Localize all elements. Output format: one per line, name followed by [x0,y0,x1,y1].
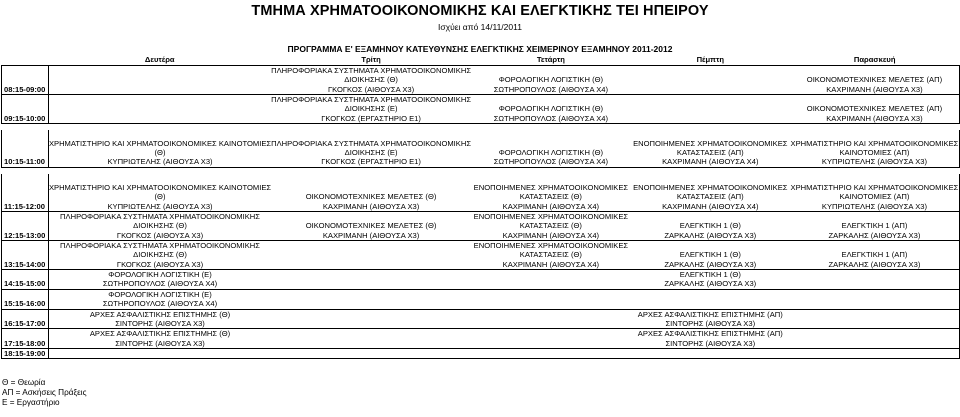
class-cell-line: ΚΥΠΡΙΩΤΕΛΗΣ (ΑΙΘΟΥΣΑ Χ3) [821,157,928,167]
class-cell-line: ΟΙΚΟΝΟΜΟΤΕΧΝΙΚΕΣ ΜΕΛΕΤΕΣ (Θ) [305,221,437,231]
day-header-monday: Δευτέρα [48,55,271,66]
class-cell-tuesday [271,329,471,349]
class-cell-tuesday [271,212,471,241]
class-cell-line: ΚΑΤΑΣΤΑΣΕΙΣ (ΑΠ) [676,147,744,157]
class-cell-tuesday [271,174,471,212]
class-cell-line: ΖΑΡΚΑΛΗΣ (ΑΙΘΟΥΣΑ Χ3) [664,279,757,289]
class-cell-line: ΟΙΚΟΝΟΜΟΤΕΧΝΙΚΕΣ ΜΕΛΕΤΕΣ (Θ) [305,192,437,202]
valid-from-note: Ισχύει από 14/11/2011 [438,22,522,32]
class-cell-line: ΑΡΧΕΣ ΑΣΦΑΛΙΣΤΙΚΗΣ ΕΠΙΣΤΗΜΗΣ (ΑΠ) [637,309,783,319]
class-cell-line: ΖΑΡΚΑΛΗΣ (ΑΙΘΟΥΣΑ Χ3) [664,230,757,240]
class-cell-line: ΓΚΟΓΚΟΣ (ΑΙΘΟΥΣΑ Χ3) [116,259,204,269]
class-cell-line: ΣΩΤΗΡΟΠΟΥΛΟΣ (ΑΙΘΟΥΣΑ Χ4) [102,299,218,309]
class-cell-wednesday [471,329,631,349]
class-cell-monday [48,270,271,290]
class-cell-line: ΑΡΧΕΣ ΑΣΦΑΛΙΣΤΙΚΗΣ ΕΠΙΣΤΗΜΗΣ (Θ) [89,309,231,319]
time-slot-label: 12:15-13:00 [2,212,49,241]
class-cell-line: ΦΟΡΟΛΟΓΙΚΗ ΛΟΓΙΣΤΙΚΗ (Ε) [108,270,212,280]
table-row [2,174,960,212]
class-cell-line: ΑΡΧΕΣ ΑΣΦΑΛΙΣΤΙΚΗΣ ΕΠΙΣΤΗΜΗΣ (Θ) [89,329,231,339]
class-cell-line: ΖΑΡΚΑΛΗΣ (ΑΙΘΟΥΣΑ Χ3) [828,259,921,269]
class-cell-wednesday [471,66,631,95]
table-row [2,130,960,167]
class-cell-line: ΕΝΟΠΟΙΗΜΕΝΕΣ ΧΡΗΜΑΤΟΟΙΚΟΝΟΜΙΚΕΣ [473,212,629,222]
class-cell-line: ΦΟΡΟΛΟΓΙΚΗ ΛΟΓΙΣΤΙΚΗ (Θ) [498,104,604,114]
class-cell-line: ΖΑΡΚΑΛΗΣ (ΑΙΘΟΥΣΑ Χ3) [828,230,921,240]
class-cell-line: ΚΑΧΡΙΜΑΝΗ (ΑΙΘΟΥΣΑ Χ3) [322,230,420,240]
class-cell-line: (Θ) [154,147,166,157]
class-cell-line: ΚΑΧΡΙΜΑΝΗ (ΑΙΘΟΥΣΑ Χ4) [502,259,600,269]
class-cell-line: ΕΝΟΠΟΙΗΜΕΝΕΣ ΧΡΗΜΑΤΟΟΙΚΟΝΟΜΙΚΕΣ [473,183,629,193]
class-cell-tuesday [271,130,471,167]
class-cell-thursday [631,348,790,358]
class-cell-line: ΓΚΟΓΚΟΣ (ΑΙΘΟΥΣΑ Χ3) [116,230,204,240]
class-cell-monday [48,289,271,309]
class-cell-friday [790,66,960,95]
class-cell-line: ΖΑΡΚΑΛΗΣ (ΑΙΘΟΥΣΑ Χ3) [664,259,757,269]
time-slot-label: 13:15-14:00 [2,241,49,270]
class-cell-line: ΓΚΟΓΚΟΣ (ΕΡΓΑΣΤΗΡΙΟ Ε1) [321,113,421,123]
class-cell-thursday [631,212,790,241]
class-cell-friday [790,289,960,309]
class-cell-line: ΕΛΕΓΚΤΙΚΗ 1 (ΑΠ) [841,250,908,260]
class-cell-line: ΔΙΟΙΚΗΣΗΣ (Θ) [344,75,398,85]
table-row [2,309,960,329]
schedule-table [1,55,960,359]
legend-exercises: ΑΠ = Ασκήσεις Πράξεις [2,388,87,397]
class-cell-line: ΚΑΧΡΙΜΑΝΗ (ΑΙΘΟΥΣΑ Χ4) [662,201,759,211]
time-slot-label: 17:15-18:00 [2,329,49,349]
class-cell-line: ΣΙΝΤΟΡΗΣ (ΑΙΘΟΥΣΑ Χ3) [115,338,205,348]
class-cell-wednesday [471,212,631,241]
day-header-friday: Παρασκευή [790,55,960,66]
time-slot-label: 10:15-11:00 [2,130,49,167]
class-cell-tuesday [271,270,471,290]
class-cell-friday [790,241,960,270]
class-cell-monday [48,309,271,329]
class-cell-line: ΠΛΗΡΟΦΟΡΙΑΚΑ ΣΥΣΤΗΜΑΤΑ ΧΡΗΜΑΤΟΟΙΚΟΝΟΜΙΚΗΣ [271,95,472,105]
class-cell-wednesday [471,348,631,358]
class-cell-wednesday [471,241,631,270]
class-cell-wednesday [471,130,631,167]
class-cell-monday [48,241,271,270]
class-cell-monday [48,212,271,241]
class-cell-wednesday [471,95,631,124]
class-cell-line: ΚΑΧΡΙΜΑΝΗ (ΑΙΘΟΥΣΑ Χ4) [502,230,600,240]
class-cell-wednesday [471,270,631,290]
class-cell-line: ΓΚΟΓΚΟΣ (ΑΙΘΟΥΣΑ Χ3) [327,84,415,94]
table-row [2,348,960,358]
class-cell-line: ΚΑΧΡΙΜΑΝΗ (ΑΙΘΟΥΣΑ Χ3) [826,84,923,94]
table-row [2,212,960,241]
page-title: ΤΜΗΜΑ ΧΡΗΜΑΤΟΟΙΚΟΝΟΜΙΚΗΣ ΚΑΙ ΕΛΕΓΚΤΙΚΗΣ ΤΕΙ ΗΠΕΙΡΟΥ [251,3,709,19]
class-cell-line: ΦΟΡΟΛΟΓΙΚΗ ΛΟΓΙΣΤΙΚΗ (Ε) [108,289,212,299]
class-cell-line: ΚΑΧΡΙΜΑΝΗ (ΑΙΘΟΥΣΑ Χ3) [826,113,923,123]
class-cell-line: ΧΡΗΜΑΤΙΣΤΗΡΙΟ ΚΑΙ ΧΡΗΜΑΤΟΟΙΚΟΝΟΜΙΚΕΣ ΚΑΙΝΟΤΟΜΙΕΣ [48,183,272,193]
time-slot-label: 08:15-09:00 [2,66,49,95]
day-header-thursday: Πέμπτη [631,55,790,66]
class-cell-line: ΠΛΗΡΟΦΟΡΙΑΚΑ ΣΥΣΤΗΜΑΤΑ ΧΡΗΜΑΤΟΟΙΚΟΝΟΜΙΚΗΣ [271,138,472,148]
class-cell-thursday [631,130,790,167]
class-cell-line: ΓΚΟΓΚΟΣ (ΕΡΓΑΣΤΗΡΙΟ Ε1) [321,157,421,167]
class-cell-line: ΕΝΟΠΟΙΗΜΕΝΕΣ ΧΡΗΜΑΤΟΟΙΚΟΝΟΜΙΚΕΣ [473,241,629,251]
class-cell-wednesday [471,289,631,309]
class-cell-line: ΣΙΝΤΟΡΗΣ (ΑΙΘΟΥΣΑ Χ3) [115,318,205,328]
class-cell-line: ΧΡΗΜΑΤΙΣΤΗΡΙΟ ΚΑΙ ΧΡΗΜΑΤΟΟΙΚΟΝΟΜΙΚΕΣ [790,138,959,148]
class-cell-thursday [631,174,790,212]
class-cell-tuesday [271,241,471,270]
class-cell-line: ΕΝΟΠΟΙΗΜΕΝΕΣ ΧΡΗΜΑΤΟΟΙΚΟΝΟΜΙΚΕΣ [633,183,788,193]
legend-lab: Ε = Εργαστήριο [2,398,60,407]
class-cell-line: (Θ) [154,192,166,202]
class-cell-line: ΦΟΡΟΛΟΓΙΚΗ ΛΟΓΙΣΤΙΚΗ (Θ) [498,75,604,85]
class-cell-thursday [631,309,790,329]
class-cell-line: ΦΟΡΟΛΟΓΙΚΗ ΛΟΓΙΣΤΙΚΗ (Θ) [498,147,604,157]
class-cell-line: ΕΛΕΓΚΤΙΚΗ 1 (Θ) [679,270,741,280]
table-row [2,270,960,290]
time-slot-label: 14:15-15:00 [2,270,49,290]
class-cell-line: ΣΩΤΗΡΟΠΟΥΛΟΣ (ΑΙΘΟΥΣΑ Χ4) [493,84,609,94]
class-cell-monday [48,348,271,358]
class-cell-line: ΚΥΠΡΙΩΤΕΛΗΣ (ΑΙΘΟΥΣΑ Χ3) [821,201,928,211]
class-cell-friday [790,212,960,241]
class-cell-tuesday [271,95,471,124]
class-cell-friday [790,130,960,167]
class-cell-friday [790,95,960,124]
class-cell-line: ΣΙΝΤΟΡΗΣ (ΑΙΘΟΥΣΑ Χ3) [665,318,756,328]
class-cell-thursday [631,270,790,290]
table-row [2,66,960,95]
day-header-row [2,55,960,66]
class-cell-thursday [631,289,790,309]
class-cell-line: ΚΑΧΡΙΜΑΝΗ (ΑΙΘΟΥΣΑ Χ4) [662,157,759,167]
table-row [2,241,960,270]
class-cell-line: ΠΛΗΡΟΦΟΡΙΑΚΑ ΣΥΣΤΗΜΑΤΑ ΧΡΗΜΑΤΟΟΙΚΟΝΟΜΙΚΗΣ [271,66,472,75]
class-cell-tuesday [271,66,471,95]
legend [2,378,87,408]
class-cell-thursday [631,241,790,270]
day-header-wednesday: Τετάρτη [471,55,631,66]
class-cell-thursday [631,95,790,124]
class-cell-thursday [631,329,790,349]
class-cell-monday [48,95,271,124]
class-cell-monday [48,174,271,212]
class-cell-line: ΣΩΤΗΡΟΠΟΥΛΟΣ (ΑΙΘΟΥΣΑ Χ4) [493,113,609,123]
class-cell-line: ΕΛΕΓΚΤΙΚΗ 1 (Θ) [679,250,741,260]
class-cell-line: ΣΙΝΤΟΡΗΣ (ΑΙΘΟΥΣΑ Χ3) [665,338,756,348]
class-cell-monday [48,130,271,167]
class-cell-tuesday [271,309,471,329]
class-cell-line: ΚΑΤΑΣΤΑΣΕΙΣ (ΑΠ) [676,192,744,202]
time-slot-label: 09:15-10:00 [2,95,49,124]
class-cell-line: ΑΡΧΕΣ ΑΣΦΑΛΙΣΤΙΚΗΣ ΕΠΙΣΤΗΜΗΣ (ΑΠ) [637,329,783,339]
class-cell-line: ΠΛΗΡΟΦΟΡΙΑΚΑ ΣΥΣΤΗΜΑΤΑ ΧΡΗΜΑΤΟΟΙΚΟΝΟΜΙΚΗΣ [60,241,260,251]
class-cell-line: ΔΙΟΙΚΗΣΗΣ (Ε) [344,104,398,114]
class-cell-line: ΣΩΤΗΡΟΠΟΥΛΟΣ (ΑΙΘΟΥΣΑ Χ4) [102,279,218,289]
table-row [2,289,960,309]
class-cell-tuesday [271,289,471,309]
class-cell-line: ΠΛΗΡΟΦΟΡΙΑΚΑ ΣΥΣΤΗΜΑΤΑ ΧΡΗΜΑΤΟΟΙΚΟΝΟΜΙΚΗΣ [60,212,260,222]
class-cell-wednesday [471,309,631,329]
class-cell-tuesday [271,348,471,358]
class-cell-friday [790,309,960,329]
time-slot-label: 16:15-17:00 [2,309,49,329]
class-cell-line: ΚΑΙΝΟΤΟΜΙΕΣ (ΑΠ) [839,147,910,157]
class-cell-monday [48,329,271,349]
class-cell-friday [790,174,960,212]
class-cell-line: ΣΩΤΗΡΟΠΟΥΛΟΣ (ΑΙΘΟΥΣΑ Χ4) [493,157,609,167]
class-cell-line: ΚΑΧΡΙΜΑΝΗ (ΑΙΘΟΥΣΑ Χ4) [502,201,600,211]
class-cell-line: ΚΑΙΝΟΤΟΜΙΕΣ (ΑΠ) [839,192,910,202]
class-cell-line: ΧΡΗΜΑΤΙΣΤΗΡΙΟ ΚΑΙ ΧΡΗΜΑΤΟΟΙΚΟΝΟΜΙΚΕΣ ΚΑΙΝΟΤΟΜΙΕΣ [48,138,272,148]
program-title: ΠΡΟΓΡΑΜΜΑ Ε' ΕΞΑΜΗΝΟΥ ΚΑΤΕΥΘΥΝΣΗΣ ΕΛΕΓΚΤΙΚΗΣ ΧΕΙΜΕΡΙΝΟΥ ΕΞΑΜΗΝΟΥ 2011-2012 [287,44,673,54]
table-row [2,329,960,349]
day-header-tuesday: Τρίτη [271,55,471,66]
legend-theory: Θ = Θεωρία [2,378,46,387]
class-cell-line: ΚΑΤΑΣΤΑΣΕΙΣ (Θ) [519,192,582,202]
class-cell-line: ΧΡΗΜΑΤΙΣΤΗΡΙΟ ΚΑΙ ΧΡΗΜΑΤΟΟΙΚΟΝΟΜΙΚΕΣ [790,183,959,193]
class-cell-friday [790,270,960,290]
class-cell-line: ΟΙΚΟΝΟΜΟΤΕΧΝΙΚΕΣ ΜΕΛΕΤΕΣ (ΑΠ) [806,104,943,114]
class-cell-line: ΚΑΤΑΣΤΑΣΕΙΣ (Θ) [519,250,582,260]
class-cell-line: ΚΥΠΡΙΩΤΕΛΗΣ (ΑΙΘΟΥΣΑ Χ3) [107,157,213,167]
table-row [2,95,960,124]
class-cell-line: ΕΛΕΓΚΤΙΚΗ 1 (Θ) [679,221,741,231]
time-slot-label: 18:15-19:00 [2,348,49,358]
class-cell-line: ΔΙΟΙΚΗΣΗΣ (Θ) [133,221,187,231]
time-slot-label: 15:15-16:00 [2,289,49,309]
time-slot-label: 11:15-12:00 [2,174,49,212]
class-cell-line: ΚΑΧΡΙΜΑΝΗ (ΑΙΘΟΥΣΑ Χ3) [322,201,420,211]
class-cell-line: ΚΑΤΑΣΤΑΣΕΙΣ (Θ) [519,221,582,231]
class-cell-thursday [631,66,790,95]
class-cell-wednesday [471,174,631,212]
class-cell-line: ΕΛΕΓΚΤΙΚΗ 1 (ΑΠ) [841,221,908,231]
class-cell-line: ΚΥΠΡΙΩΤΕΛΗΣ (ΑΙΘΟΥΣΑ Χ3) [107,201,213,211]
class-cell-line: ΔΙΟΙΚΗΣΗΣ (Θ) [133,250,187,260]
time-header-cell [2,55,49,66]
class-cell-friday [790,348,960,358]
class-cell-monday [48,66,271,95]
class-cell-line: ΟΙΚΟΝΟΜΟΤΕΧΝΙΚΕΣ ΜΕΛΕΤΕΣ (ΑΠ) [806,75,943,85]
class-cell-line: ΔΙΟΙΚΗΣΗΣ (Ε) [344,147,398,157]
class-cell-friday [790,329,960,349]
class-cell-line: ΕΝΟΠΟΙΗΜΕΝΕΣ ΧΡΗΜΑΤΟΟΙΚΟΝΟΜΙΚΕΣ [633,138,788,148]
